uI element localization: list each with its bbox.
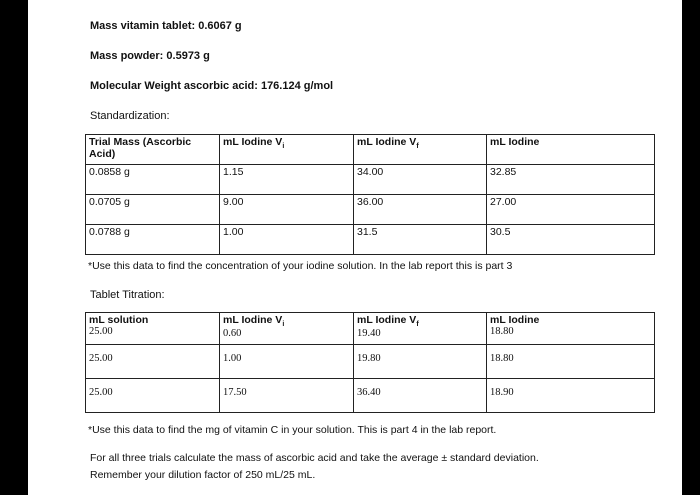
mass-powder-text: Mass powder: 0.5973 g bbox=[90, 50, 210, 62]
table-cell: 1.00 bbox=[220, 345, 354, 379]
standardization-table bbox=[85, 134, 655, 255]
instructions-line-2: Remember your dilution factor of 250 mL/25 mL. bbox=[90, 469, 316, 481]
header-cell: Trial Mass (Ascorbic Acid) bbox=[86, 135, 220, 165]
table-cell: 36.40 bbox=[354, 379, 487, 413]
table-row bbox=[86, 195, 655, 225]
header-cell: mL Iodine $V_f$ bbox=[354, 135, 487, 165]
table-cell: 17.50 bbox=[220, 379, 354, 413]
table-cell: 36.00 bbox=[354, 195, 487, 225]
tablet-header-row bbox=[86, 313, 655, 345]
table-cell: 1.15 bbox=[220, 165, 354, 195]
table-cell: 25.00 bbox=[86, 345, 220, 379]
tablet-titration-table bbox=[85, 312, 655, 413]
table-cell: 30.5 bbox=[487, 225, 655, 255]
mass-tablet-text: Mass vitamin tablet: 0.6067 g bbox=[90, 20, 242, 32]
table-cell: 19.80 bbox=[354, 345, 487, 379]
header-cell: mL Iodine $V_i$ 0.60 bbox=[220, 313, 354, 345]
table-cell: 0.0705 g bbox=[86, 195, 220, 225]
table-row bbox=[86, 165, 655, 195]
concentration-note: *Use this data to find the concentration of your iodine solution. In the lab report this is part 3 bbox=[88, 260, 513, 272]
table-cell: 32.85 bbox=[487, 165, 655, 195]
table-cell: 0.0788 g bbox=[86, 225, 220, 255]
header-cell: mL Iodine $V_f$ 19.40 bbox=[354, 313, 487, 345]
instructions-line-1: For all three trials calculate the mass of ascorbic acid and take the average ± standard deviation. bbox=[90, 452, 539, 464]
standardization-header-row bbox=[86, 135, 655, 165]
table-cell: 9.00 bbox=[220, 195, 354, 225]
header-cell: mL Iodine bbox=[487, 135, 655, 165]
header-cell: mL solution 25.00 bbox=[86, 313, 220, 345]
table-cell: 31.5 bbox=[354, 225, 487, 255]
document-page bbox=[28, 0, 682, 495]
table-cell: 34.00 bbox=[354, 165, 487, 195]
table-cell: 0.0858 g bbox=[86, 165, 220, 195]
table-row bbox=[86, 345, 655, 379]
table-row bbox=[86, 379, 655, 413]
table-cell: 1.00 bbox=[220, 225, 354, 255]
molecular-weight-text: Molecular Weight ascorbic acid: 176.124 g/mol bbox=[90, 80, 334, 92]
standardization-label: Standardization: bbox=[90, 110, 170, 122]
header-cell: mL Iodine 18.80 bbox=[487, 313, 655, 345]
table-row bbox=[86, 225, 655, 255]
table-cell: 27.00 bbox=[487, 195, 655, 225]
header-cell: mL Iodine $V_i$ bbox=[220, 135, 354, 165]
vitamin-c-note: *Use this data to find the mg of vitamin C in your solution. This is part 4 in the lab report. bbox=[88, 424, 497, 436]
table-cell: 18.90 bbox=[487, 379, 655, 413]
tablet-titration-label: Tablet Titration: bbox=[90, 289, 165, 301]
table-cell: 18.80 bbox=[487, 345, 655, 379]
table-cell: 25.00 bbox=[86, 379, 220, 413]
